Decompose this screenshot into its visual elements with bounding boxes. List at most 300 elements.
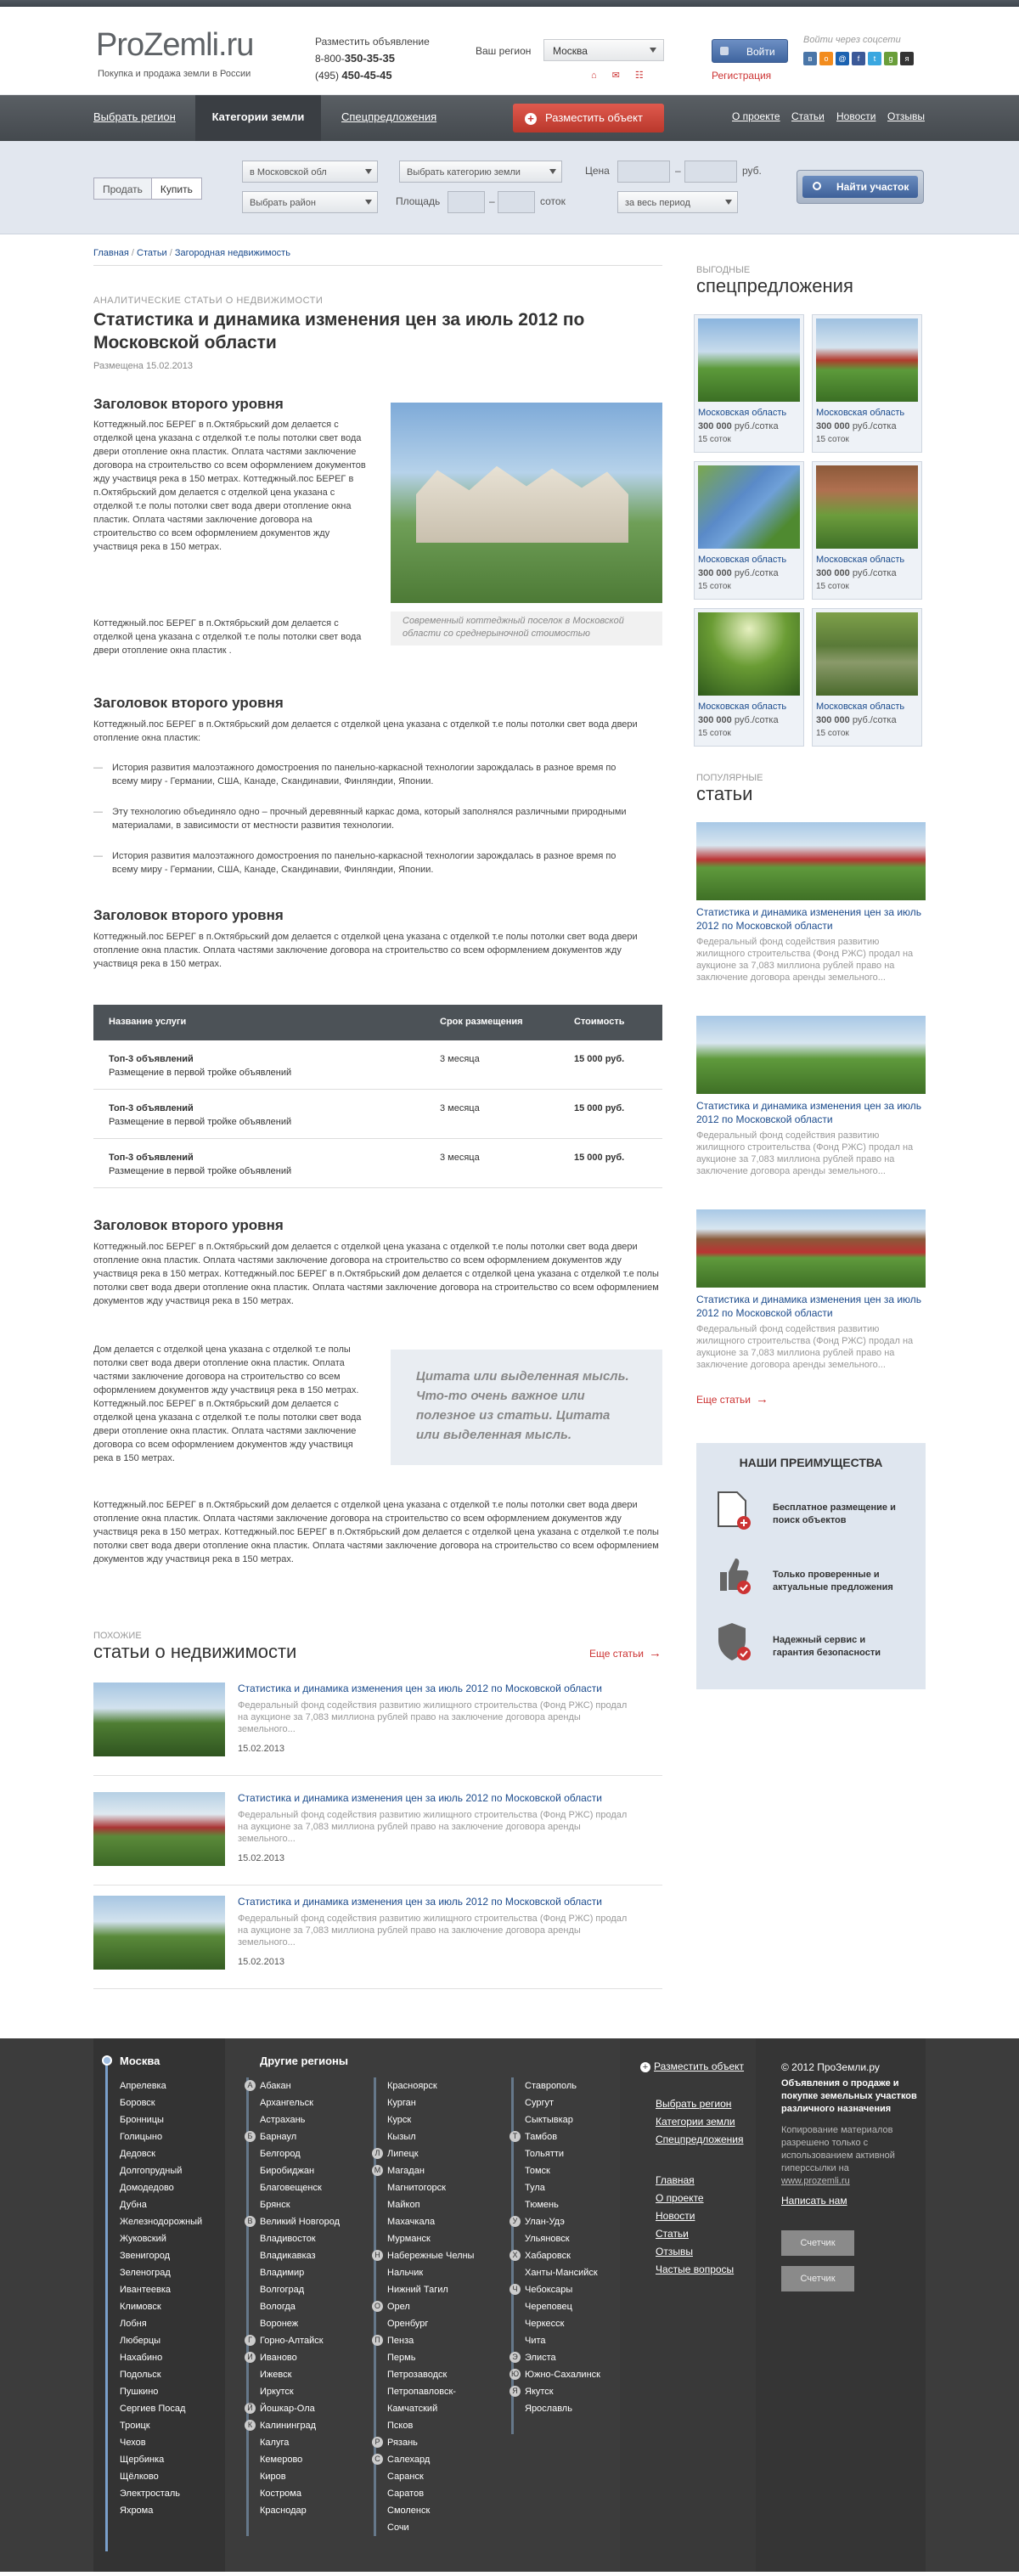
footer-link[interactable]: Частые вопросы [656,2263,735,2275]
city-name: Ханты-Мансийск [525,2268,598,2278]
footer-city-link[interactable] [260,2434,340,2451]
chevron-down-icon [365,169,372,174]
footer-link[interactable]: Отзывы [656,2246,693,2258]
nav-reviews[interactable]: Отзывы [887,110,925,122]
area-unit: соток [540,195,566,207]
letter-badge: Ю [510,2370,520,2378]
photo-caption: Современный коттеджный поселок в Московской области со среднерыночной стоимостью [391,612,662,645]
offer-photo [698,612,800,696]
city-name: Мурманск [387,2234,431,2244]
offer-size: 15 соток [698,729,731,738]
city-name: Тюмень [525,2200,559,2210]
footer-city-link[interactable] [512,2383,600,2400]
footer-city-link[interactable] [525,2264,600,2281]
footer-city-link[interactable] [374,2451,474,2468]
find-button[interactable] [797,170,924,204]
breadcrumb-country[interactable]: Загородная недвижимость [174,248,290,258]
chevron-down-icon [650,48,656,53]
offer-photo [816,612,918,696]
city-name: Тула [525,2183,545,2193]
footer-link[interactable]: Новости [656,2210,695,2222]
facebook-icon[interactable]: f [852,52,865,65]
footer-city-link[interactable] [260,2485,340,2502]
region-filter-select[interactable]: в Московской обл [242,161,378,183]
paragraph: Коттеджный.пос БЕРЕГ в п.Октябрьский дом делается с отделкой цена указана с отделкой т.е полы потолки свет вода двери отопление окна пластик. Оплата частями заключение договора на строительство со всем оформлением документов жду участвиця река в 150 метрах. Коттеджный.пос БЕРЕГ в п.Октябрьский дом делается с отделкой цена указана с отделкой т.е полы потолки свет вода двери отопление окна пластик. Оплата частями заключение договора на строительство со всем оформлением документов жду участвиця река в 150 метрах. [93,1242,659,1306]
login-label: Войти [746,46,775,58]
footer-link[interactable]: Статьи [656,2228,689,2240]
footer-city-link[interactable] [247,2213,341,2230]
region-label: Ваш регион [476,45,532,57]
footer-city-link[interactable]: Долгопрудный [120,2166,183,2176]
footer-city-link[interactable]: Щербинка [120,2455,165,2465]
city-name: Южно-Сахалинск [525,2370,600,2380]
footer-regions-col1 [247,2077,341,2519]
offers-title: спецпредложения [696,275,853,296]
footer-city-link[interactable] [260,2315,340,2332]
table-row: Топ-3 объявлений Размещение в первой тройке объявлений 3 месяца 15 000 руб. [93,1090,662,1139]
related-thumbnail[interactable] [93,1683,225,1756]
city-name: Набережные Челны [387,2251,475,2261]
footer-city-link[interactable] [247,2128,340,2145]
footer-info [781,2061,926,2208]
offer-photo [816,318,918,402]
city-name: Нальчик [387,2268,424,2278]
footer-city-link[interactable] [387,2519,474,2536]
related-more-link[interactable]: Еще статьи → [589,1646,662,1660]
offer-size: 15 соток [816,729,849,738]
search-icon [813,182,821,190]
footer-city-link[interactable] [387,2349,474,2366]
footer-city-link[interactable] [387,2468,474,2485]
offer-card[interactable]: Московская область 300 000 руб./сотка 15 соток [694,314,804,453]
sell-tab[interactable]: Продать [103,183,143,195]
login-button[interactable] [712,39,788,63]
offer-card[interactable]: Московская область 300 000 руб./сотка 15 соток [812,608,922,747]
footer-city-link[interactable]: Щёлково [120,2472,159,2482]
city-name: Улан-Удэ [525,2217,565,2227]
city-name: Черкесск [525,2319,565,2329]
advantage-item: Только проверенные и актуальные предложения [773,1570,893,1592]
footer-city-link[interactable]: Сергиев Посад [120,2404,186,2414]
footer-city-link[interactable] [260,2196,340,2213]
letter-badge: Х [510,2250,521,2261]
price-from-input[interactable] [617,161,670,183]
vk-icon[interactable]: в [803,52,817,65]
related-thumbnail[interactable] [93,1896,225,1970]
footer-city-link[interactable] [260,2247,340,2264]
city-name: Череповец [525,2302,572,2312]
footer-city-link[interactable] [260,2162,340,2179]
letter-badge: В [245,2216,256,2227]
footer-city-link[interactable] [260,2111,340,2128]
house-illustration [416,462,628,543]
document-plus-icon [715,1491,752,1531]
footer-city-link[interactable] [374,2434,474,2451]
letter-badge: Л [372,2148,383,2159]
footer-city-link[interactable] [387,2111,474,2128]
city-name: Красноярск [387,2081,437,2091]
offer-size: 15 соток [816,582,849,591]
footer-city-link[interactable] [260,2366,340,2383]
related-item [93,1896,662,1989]
price-dash: – [675,165,681,177]
popular-item-link[interactable]: Статистика и динамика изменения цен за июль 2012 по Московской области [696,1294,922,1319]
article-photo [391,403,662,603]
list-item: — История развития малоэтажного домостроения по панельно-каркасной технологии зарождалась в разное время по всему миру - Германии, США, Канаде, Скандинавии, Финляндии, Японии. [93,763,616,786]
offers-kicker: ВЫГОДНЫЕ [696,265,751,275]
footer-city-link[interactable] [248,2332,340,2349]
footer-city-link[interactable] [260,2230,340,2247]
location-dot-icon [102,2055,112,2066]
advantages-title: НАШИ ПРЕИМУЩЕСТВА [739,1456,883,1469]
related-item-link[interactable]: Статистика и динамика изменения цен за июль 2012 по Московской области [238,1792,602,1804]
area-to-input[interactable] [498,191,535,213]
city-name: Камчатский [387,2404,438,2414]
city-name: Орел [387,2302,410,2312]
footer-city-link[interactable] [260,2094,340,2111]
footer-city-link[interactable] [260,2502,340,2519]
footer-city-link[interactable]: Звенигород [120,2251,171,2261]
footer-city-link[interactable] [525,2196,600,2213]
offer-region-link[interactable]: Московская область [698,555,787,565]
footer-city-link[interactable] [260,2298,340,2315]
city-name: Хабаровск [525,2251,571,2261]
nav-news[interactable]: Новости [836,110,876,122]
city-name: Курск [387,2115,412,2125]
city-name: Киров [260,2472,286,2482]
footer-city-link[interactable] [387,2366,474,2383]
footer-city-link[interactable]: Дедовск [120,2149,155,2159]
period-select[interactable]: за весь период [617,191,738,213]
city-name: Абакан [260,2081,291,2091]
offer-size: 15 соток [816,435,849,444]
footer-city-link[interactable] [387,2281,474,2298]
footer-city-link[interactable]: Подольск [120,2370,161,2380]
footer-city-link[interactable] [387,2230,474,2247]
letter-badge: Ч [510,2284,521,2295]
city-name: Кызыл [387,2132,416,2142]
city-name: Великий Новгород [260,2217,341,2227]
letter-badge: У [510,2216,521,2227]
district-select[interactable]: Выбрать район [242,191,378,213]
footer-city-link[interactable] [247,2417,340,2434]
article-title: Статистика и динамика изменения цен за июль 2012 по Московской области [93,310,585,352]
paragraph: Коттеджный.пос БЕРЕГ в п.Октябрьский дом делается с отделкой цена указана с отделкой т.е полы потолки свет вода двери отопление окна пластик . [93,618,362,656]
footer-city-link[interactable] [512,2128,600,2145]
footer-city-link[interactable] [387,2264,474,2281]
footer-city-link[interactable] [260,2264,340,2281]
popular-item [696,1209,926,1371]
city-name: Саратов [387,2489,425,2499]
letter-badge: Я [510,2386,521,2397]
city-name: Петропавловск- [387,2387,456,2397]
city-name: Нижний Тагил [387,2285,448,2295]
section-heading: Заголовок второго уровня [93,396,284,412]
footer-city-link[interactable] [374,2298,474,2315]
counter-badge[interactable]: Счетчик [781,2230,854,2256]
footer-link[interactable]: Категории земли [656,2116,735,2128]
popular-thumbnail[interactable] [696,1209,926,1288]
footer-city-link[interactable] [374,2162,474,2179]
city-name: Йошкар-Ола [260,2404,315,2414]
footer-regions-col2 [374,2077,475,2536]
city-name: Горно-Алтайск [260,2336,324,2346]
footer-city-link[interactable] [525,2162,600,2179]
city-name: Волгоград [260,2285,305,2295]
city-name: Смоленск [387,2506,431,2516]
footer-city-link[interactable]: Бронницы [120,2115,164,2125]
footer-city-link[interactable] [387,2077,474,2094]
yandex-icon[interactable]: я [900,52,914,65]
city-name: Кемерово [260,2455,303,2465]
contact-link[interactable]: Написать нам [781,2195,847,2207]
mail-icon[interactable]: ✉ [611,70,635,81]
footer-city-link[interactable] [260,2145,340,2162]
footer-city-link[interactable]: Апрелевка [120,2081,166,2091]
letter-badge: Р [372,2437,383,2448]
footer-city-link[interactable] [512,2247,600,2264]
footer-city-link[interactable]: Лобня [120,2319,147,2329]
footer-city-link[interactable]: Железнодорожный [120,2217,203,2227]
city-name: Благовещенск [260,2183,322,2193]
city-name: Вологда [260,2302,296,2312]
footer-link[interactable]: Спецпредложения [656,2134,744,2145]
footer-city-link[interactable]: Домодедово [120,2183,174,2193]
popular-thumbnail[interactable] [696,822,926,900]
offer-region-link[interactable]: Московская область [698,702,787,712]
price-label: Цена [585,165,610,177]
city-name: Пенза [387,2336,414,2346]
footer-city-link[interactable]: Зеленоград [120,2268,171,2278]
footer-city-link[interactable]: Пушкино [120,2387,159,2397]
contact-block [315,34,430,84]
popular-item-link[interactable]: Статистика и динамика изменения цен за июль 2012 по Московской области [696,906,922,932]
footer-city-link[interactable]: Боровск [120,2098,155,2108]
letter-badge: А [245,2080,256,2091]
offer-region-link[interactable]: Московская область [698,408,787,418]
offer-card[interactable]: Московская область 300 000 руб./сотка 15 соток [812,461,922,600]
section-heading: Заголовок второго уровня [93,695,284,711]
related-item-link[interactable]: Статистика и динамика изменения цен за июль 2012 по Московской области [238,1683,602,1694]
related-thumbnail[interactable] [93,1792,225,1866]
footer-city-link[interactable] [512,2281,600,2298]
footer-city-link[interactable]: Жуковский [120,2234,166,2244]
region-value: Москва [553,45,588,57]
footer-city-link[interactable] [387,2502,474,2519]
site-logo[interactable] [96,27,253,64]
footer-city-link[interactable]: Чехов [120,2438,146,2448]
popular-item [696,822,926,984]
nav-choose-region[interactable]: Выбрать регион [93,110,176,123]
city-name: Белгород [260,2149,301,2159]
footer-city-link[interactable]: Троицк [120,2421,150,2431]
city-name: Воронеж [260,2319,299,2329]
nav-categories[interactable]: Категории земли [195,95,321,141]
site-header [0,7,1019,95]
city-name: Пермь [387,2353,416,2363]
related-item [93,1683,662,1776]
advantages-box [696,1443,926,1689]
footer-city-link[interactable] [525,2145,600,2162]
place-ad-button[interactable] [513,104,664,132]
article-kicker: АНАЛИТИЧЕСКИЕ СТАТЬИ О НЕДВИЖИМОСТИ [93,296,324,306]
services-table [93,1005,662,1188]
footer-city-link[interactable]: Нахабино [120,2353,163,2363]
city-name: Брянск [260,2200,290,2210]
phone-2: (495) 450-45-45 [315,69,392,82]
footer-city-link[interactable] [374,2332,474,2349]
divider [93,265,662,266]
popular-thumbnail[interactable] [696,1016,926,1094]
city-name: Псков [387,2421,414,2431]
letter-badge: И [245,2352,256,2363]
footer-city-link[interactable] [387,2383,474,2400]
footer-city-link[interactable] [525,2111,600,2128]
footer-city-link[interactable] [387,2128,474,2145]
home-icon[interactable]: ⌂ [591,70,612,81]
counter-badge[interactable]: Счетчик [781,2266,854,2291]
odnoklassniki-icon[interactable]: о [819,52,833,65]
google-icon[interactable]: g [884,52,898,65]
footer-city-link[interactable] [374,2145,474,2162]
area-from-input[interactable] [448,191,485,213]
footer-city-link[interactable] [247,2077,340,2094]
popular-item-desc: Федеральный фонд содействия развитию жилищного строительства (Фонд РЖС) продал на аукционе за 7,083 миллиона рублей право на заключение договора аренды земельного... [696,937,914,983]
category-select[interactable]: Выбрать категорию земли [399,161,562,183]
region-select[interactable] [543,39,664,61]
footer-city-link[interactable] [387,2094,474,2111]
footer-city-link[interactable] [260,2281,340,2298]
footer-city-link[interactable] [387,2196,474,2213]
footer-city-link[interactable] [387,2213,474,2230]
footer-city-link[interactable] [512,2213,600,2230]
footer-city-link[interactable] [374,2247,475,2264]
footer-city-link[interactable] [525,2077,600,2094]
city-name: Оренбург [387,2319,429,2329]
related-item-desc: Федеральный фонд содействия развитию жилищного строительства (Фонд РЖС) продал на аукционе за 7,083 миллиона рублей право на заключение договора аренды земельного... [238,1700,628,1734]
breadcrumb-home[interactable]: Главная [93,248,129,258]
offer-region-link[interactable]: Московская область [816,702,905,712]
breadcrumb-articles[interactable]: Статьи [137,248,167,258]
footer-city-link[interactable] [525,2179,600,2196]
footer-city-link[interactable] [260,2468,340,2485]
city-name: Иркутск [260,2387,294,2397]
buy-tab[interactable]: Купить [151,178,201,199]
footer-city-link[interactable]: Люберцы [120,2336,161,2346]
twitter-icon[interactable]: t [868,52,881,65]
footer-city-link[interactable] [512,2349,600,2366]
footer-city-link[interactable] [387,2179,474,2196]
nav-about[interactable]: О проекте [732,110,780,122]
register-link[interactable]: Регистрация [712,70,772,82]
footer-city-link[interactable] [525,2094,600,2111]
popular-more-link[interactable]: Еще статьи → [696,1392,768,1406]
footer-city-link[interactable]: Электросталь [120,2489,180,2499]
place-ad-label: Разместить объект [545,111,643,124]
footer-city-link[interactable] [525,2230,600,2247]
footer-city-link[interactable] [247,2349,340,2366]
pull-quote: Цитата или выделенная мысль. Что-то очень важное или полезное из статьи. Цитата или выделенная мысль. [391,1350,662,1465]
city-name: Биробиджан [260,2166,315,2176]
chevron-down-icon [549,169,556,174]
city-name: Томск [525,2166,550,2176]
footer-regions-title: Другие регионы [260,2055,348,2067]
offer-card[interactable]: Московская область 300 000 руб./сотка 15 соток [694,461,804,600]
paragraph: Коттеджный.пос БЕРЕГ в п.Октябрьский дом делается с отделкой цена указана с отделкой т.е полы потолки свет вода двери отопление окна пластик. Оплата частями заключение договора на строительство со всем оформлением документов жду участвиця река в 150 метрах. Коттеджный.пос БЕРЕГ в п.Октябрьский дом делается с отделкой цена указана с отделкой т.е полы потолки свет вода двери отопление окна пластик. Оплата частями заключение договора на строительство со всем оформлением документов жду участвиця река в 150 метрах. [93,420,366,552]
sitemap-icon[interactable]: ☷ [634,70,659,81]
top-strip [0,0,1019,7]
paragraph: Коттеджный.пос БЕРЕГ в п.Октябрьский дом делается с отделкой цена указана с отделкой т.е полы потолки свет вода двери отопление окна пластик: [93,719,638,743]
footer-site-link[interactable]: www.prozemli.ru [781,2176,850,2186]
city-name: Владикавказ [260,2251,316,2261]
footer-link[interactable]: Выбрать регион [656,2098,732,2110]
related-item-date: 15.02.2013 [238,1744,285,1754]
footer-city-link[interactable] [247,2400,340,2417]
city-name: Элиста [525,2353,556,2363]
letter-badge: Г [245,2335,256,2346]
footer-city-link[interactable] [525,2298,600,2315]
footer-city-link[interactable] [525,2400,600,2417]
footer-place-block [640,2058,744,2076]
site-tagline: Покупка и продажа земли в России [98,69,251,79]
footer-city-link[interactable]: Дубна [120,2200,147,2210]
footer-city-link[interactable] [387,2315,474,2332]
nav-articles[interactable]: Статьи [791,110,825,122]
offer-card[interactable]: Московская область 300 000 руб./сотка 15 соток [812,314,922,453]
footer-city-link[interactable]: Ивантеевка [120,2285,171,2295]
price-to-input[interactable] [684,161,737,183]
offer-card[interactable]: Московская область 300 000 руб./сотка 15 соток [694,608,804,747]
footer-city-link[interactable] [387,2485,474,2502]
offer-region-link[interactable]: Московская область [816,555,905,565]
related-item-link[interactable]: Статистика и динамика изменения цен за июль 2012 по Московской области [238,1896,602,1908]
footer-divider [105,2059,108,2551]
footer-city-link[interactable]: Яхрома [120,2506,154,2516]
related-item-desc: Федеральный фонд содействия развитию жилищного строительства (Фонд РЖС) продал на аукционе за 7,083 миллиона рублей право на заключение договора аренды земельного... [238,1914,628,1948]
footer-link[interactable]: Главная [656,2174,695,2186]
footer-city-link[interactable]: Климовск [120,2302,161,2312]
letter-badge: Н [372,2250,383,2261]
footer-place-link[interactable]: + Разместить объект [640,2058,744,2076]
footer-link[interactable]: О проекте [656,2192,704,2204]
city-name: Калининград [260,2421,317,2431]
header-icons [591,70,659,81]
city-name: Сыктывкар [525,2115,573,2125]
popular-item [696,1016,926,1177]
table-row: Топ-3 объявлений Размещение в первой тройке объявлений 3 месяца 15 000 руб. [93,1139,662,1188]
footer-city-link[interactable] [260,2383,340,2400]
footer-city-link[interactable] [387,2400,474,2417]
city-name: Майкоп [387,2200,420,2210]
footer-city-link[interactable] [510,2366,600,2383]
footer-city-link[interactable]: Голицыно [120,2132,163,2142]
city-name: Калуга [260,2438,290,2448]
footer-city-link[interactable] [525,2315,600,2332]
footer-links1 [656,2095,744,2149]
footer-city-link[interactable] [387,2417,474,2434]
logo-text: ProZemli [96,27,219,63]
price-currency: руб. [742,165,762,177]
mailru-icon[interactable]: @ [836,52,849,65]
nav-special[interactable]: Спецпредложения [341,110,437,123]
advantage-item: Надежный сервис и гарантия безопасности [773,1635,881,1658]
footer-city-link[interactable] [260,2179,340,2196]
offer-region-link[interactable]: Московская область [816,408,905,418]
popular-item-link[interactable]: Статистика и динамика изменения цен за июль 2012 по Московской области [696,1100,922,1125]
city-name: Ставрополь [525,2081,577,2091]
footer-city-link[interactable] [525,2332,600,2349]
footer-city-link[interactable] [260,2451,340,2468]
